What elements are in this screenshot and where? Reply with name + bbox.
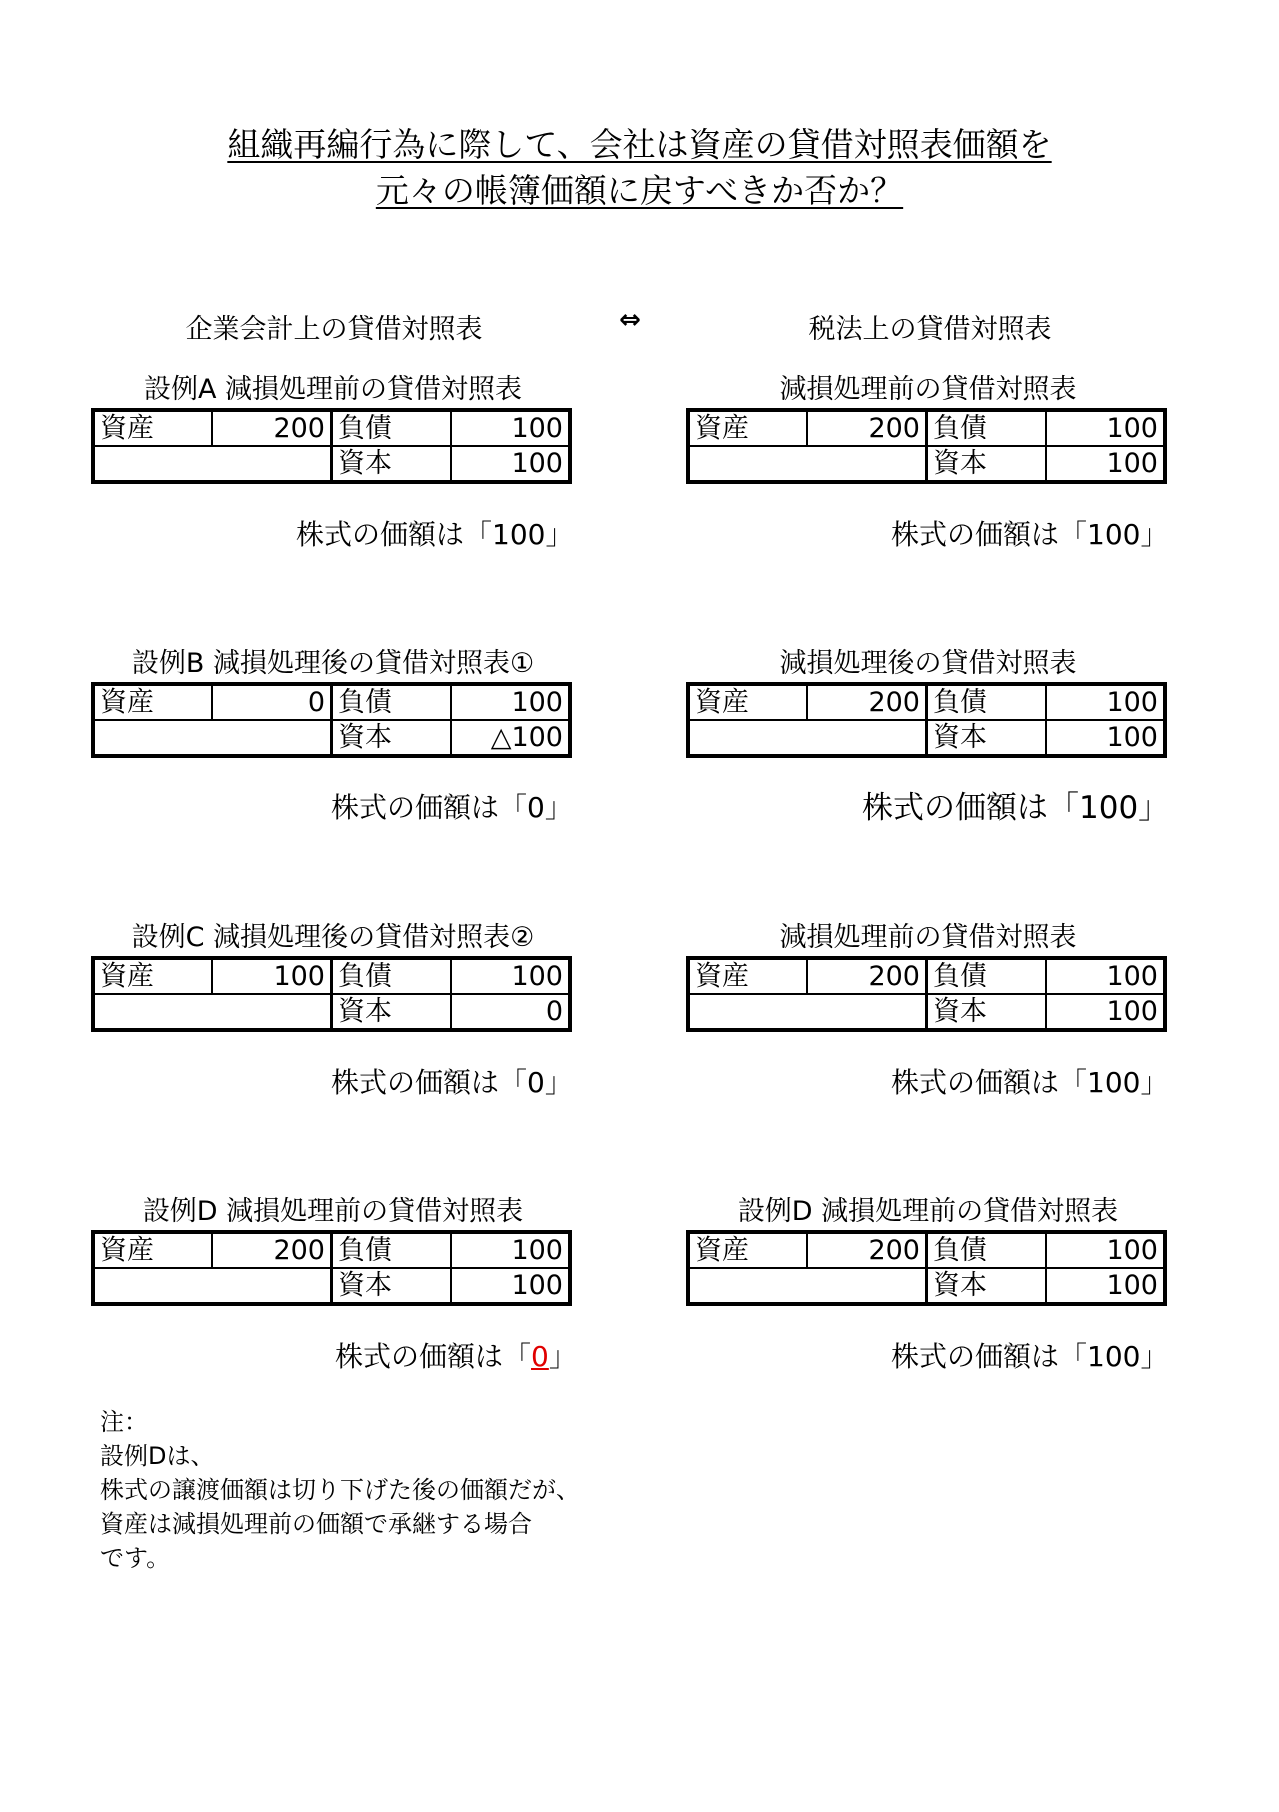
capital-label: 資本 <box>332 1268 451 1304</box>
liability-value: 100 <box>1046 684 1165 720</box>
column-heading-tax: 税法上の貸借対照表 <box>808 314 1052 345</box>
stock-suffix: 」 <box>1138 790 1170 826</box>
empty-cell <box>688 446 927 482</box>
stock-number: 100 <box>492 518 546 551</box>
asset-label: 資産 <box>93 958 212 994</box>
asset-value: 0 <box>212 684 331 720</box>
liability-value: 100 <box>451 958 570 994</box>
asset-value: 200 <box>212 1232 331 1268</box>
liability-value: 100 <box>1046 958 1165 994</box>
liability-value: 100 <box>1046 410 1165 446</box>
stock-suffix: 」 <box>1140 1066 1169 1099</box>
capital-value: 100 <box>1106 1269 1158 1301</box>
empty-cell <box>688 994 927 1030</box>
liability-value: 100 <box>451 1232 570 1268</box>
stock-prefix: 株式の価額は「 <box>296 518 493 551</box>
capital-value: 100 <box>1106 447 1158 479</box>
case-c-right-caption: 減損処理前の貸借対照表 <box>779 922 1077 953</box>
stock-number: 100 <box>1087 1340 1141 1373</box>
stock-suffix: 」 <box>544 1066 573 1099</box>
case-b-left-balance-sheet <box>91 682 572 758</box>
asset-label: 資産 <box>93 1232 212 1268</box>
case-b-right-balance-sheet <box>686 682 1167 758</box>
capital-label: 資本 <box>332 994 451 1030</box>
capital-label: 資本 <box>332 720 451 756</box>
empty-cell <box>93 1268 332 1304</box>
stock-prefix: 株式の価額は「 <box>331 791 528 824</box>
case-b-left-stock-value <box>331 786 573 826</box>
asset-value: 100 <box>212 958 331 994</box>
capital-label: 資本 <box>332 446 451 482</box>
footnote <box>100 1405 580 1575</box>
case-a-right-caption: 減損処理前の貸借対照表 <box>779 374 1077 405</box>
asset-value: 200 <box>807 684 926 720</box>
case-a-right-balance-sheet <box>686 408 1167 484</box>
capital-value: 100 <box>1106 995 1158 1027</box>
capital-value: 100 <box>511 1269 563 1301</box>
liability-value: 100 <box>451 410 570 446</box>
liability-label: 負債 <box>332 410 451 446</box>
stock-suffix: 」 <box>545 518 574 551</box>
liability-label: 負債 <box>332 958 451 994</box>
liability-label: 負債 <box>332 684 451 720</box>
capital-value: 100 <box>1106 721 1158 753</box>
liability-value: 100 <box>451 684 570 720</box>
capital-value: 0 <box>545 995 563 1027</box>
case-d-right-caption: 設例D 減損処理前の貸借対照表 <box>737 1196 1119 1227</box>
liability-value: 100 <box>1046 1232 1165 1268</box>
asset-value: 200 <box>807 1232 926 1268</box>
case-b-right-stock-value <box>862 782 1169 827</box>
stock-prefix: 株式の価額は「 <box>891 518 1088 551</box>
case-a-left-stock-value <box>296 513 573 553</box>
stock-suffix: 」 <box>1140 1340 1169 1373</box>
title-line-1: 組織再編行為に際して、会社は資産の貸借対照表価額を <box>227 125 1052 164</box>
asset-value: 200 <box>807 410 926 446</box>
stock-prefix: 株式の価額は「 <box>335 1340 532 1373</box>
case-c-left-caption: 設例C 減損処理後の貸借対照表② <box>131 922 535 953</box>
stock-prefix: 株式の価額は「 <box>891 1340 1088 1373</box>
asset-label: 資産 <box>688 958 807 994</box>
liability-label: 負債 <box>927 1232 1046 1268</box>
empty-cell <box>93 994 332 1030</box>
asset-value: 200 <box>807 958 926 994</box>
capital-value: 100 <box>511 447 563 479</box>
capital-label: 資本 <box>927 446 1046 482</box>
asset-label: 資産 <box>93 410 212 446</box>
stock-number: 100 <box>1079 790 1139 826</box>
comparison-arrow-icon: ⇔ <box>619 305 641 335</box>
footnote-line: 資産は減損処理前の価額で承継する場合 <box>100 1510 532 1538</box>
case-a-left-caption: 設例A 減損処理前の貸借対照表 <box>143 374 523 405</box>
asset-value: 200 <box>212 410 331 446</box>
empty-cell <box>93 720 332 756</box>
stock-number: 100 <box>1087 518 1141 551</box>
capital-label: 資本 <box>927 720 1046 756</box>
case-c-right-stock-value <box>891 1061 1168 1101</box>
footnote-line: 注： <box>100 1408 148 1436</box>
case-d-right-stock-value <box>891 1335 1168 1375</box>
empty-cell <box>93 446 332 482</box>
empty-cell <box>688 1268 927 1304</box>
capital-value: △100 <box>490 721 563 753</box>
stock-suffix: 」 <box>1140 518 1169 551</box>
asset-label: 資産 <box>93 684 212 720</box>
case-d-left-caption: 設例D 減損処理前の貸借対照表 <box>142 1196 524 1227</box>
capital-label: 資本 <box>927 1268 1046 1304</box>
stock-number: 100 <box>1087 1066 1141 1099</box>
asset-label: 資産 <box>688 410 807 446</box>
footnote-line: 株式の譲渡価額は切り下げた後の価額だが、 <box>100 1476 580 1504</box>
liability-label: 負債 <box>332 1232 451 1268</box>
stock-number-highlighted: 0 <box>531 1340 549 1373</box>
case-c-right-balance-sheet <box>686 956 1167 1032</box>
case-d-left-balance-sheet <box>91 1230 572 1306</box>
case-d-left-stock-value <box>335 1335 577 1375</box>
empty-cell <box>688 720 927 756</box>
case-a-left-balance-sheet <box>91 408 572 484</box>
case-c-left-stock-value <box>331 1061 573 1101</box>
title-line-2: 元々の帳簿価額に戻すべきか否か？ <box>375 171 904 210</box>
stock-prefix: 株式の価額は「 <box>862 790 1079 826</box>
case-b-right-caption: 減損処理後の貸借対照表 <box>779 648 1077 679</box>
footnote-line: 設例Dは、 <box>100 1442 215 1470</box>
stock-suffix: 」 <box>544 791 573 824</box>
footnote-line: です。 <box>100 1544 171 1572</box>
capital-label: 資本 <box>927 994 1046 1030</box>
case-b-left-caption: 設例B 減損処理後の貸借対照表① <box>131 648 535 679</box>
asset-label: 資産 <box>688 684 807 720</box>
stock-suffix: 」 <box>548 1340 577 1373</box>
liability-label: 負債 <box>927 410 1046 446</box>
column-heading-accounting: 企業会計上の貸借対照表 <box>185 314 483 345</box>
stock-prefix: 株式の価額は「 <box>331 1066 528 1099</box>
liability-label: 負債 <box>927 958 1046 994</box>
stock-prefix: 株式の価額は「 <box>891 1066 1088 1099</box>
case-d-right-balance-sheet <box>686 1230 1167 1306</box>
stock-number: 0 <box>527 1066 545 1099</box>
liability-label: 負債 <box>927 684 1046 720</box>
case-a-right-stock-value <box>891 513 1168 553</box>
asset-label: 資産 <box>688 1232 807 1268</box>
stock-number: 0 <box>527 791 545 824</box>
case-c-left-balance-sheet <box>91 956 572 1032</box>
